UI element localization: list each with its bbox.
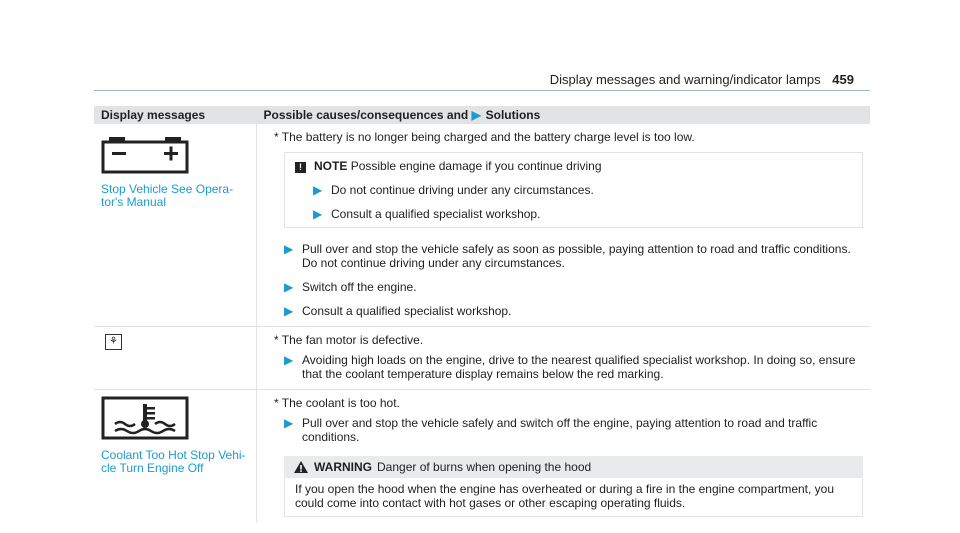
warning-label: WARNING [314,460,372,474]
message-line: cle Turn Engine Off [101,461,204,475]
solution-text: Pull over and stop the vehicle safely as soon as possible, paying attention to road and traffic conditions. Do not continue driving under any circumstances. [302,242,851,270]
col2-header [257,106,871,124]
note-label: NOTE [314,159,348,173]
display-message [101,449,249,475]
message-line: Stop Vehicle See Opera- [101,182,234,196]
col2-header-solutions: Solutions [485,108,541,122]
table-row [94,390,870,524]
table-row [94,327,870,390]
list-item [284,353,863,381]
cause-text: * The coolant is too hot. [274,396,400,410]
cooling-fan-icon: ⚘ [105,334,122,350]
warning-header [284,456,863,478]
solutions-cell [257,124,871,327]
list-item [313,207,852,221]
arrow-right-icon: ▶ [284,242,294,256]
note-box [284,152,863,228]
coolant-temperature-icon [101,396,189,440]
warning-triangle-icon [294,461,308,473]
warning-box [284,456,863,517]
list-item [284,280,863,294]
warning-text: If you open the hood when the engine has overheated or during a fire in the engine compartment, you could come into contact with hot gases or other escaping operating fluids. [284,478,863,517]
arrow-right-icon: ▶ [284,353,294,367]
arrow-right-icon: ▶ [284,416,294,430]
note-header [295,159,852,173]
warning-title: Danger of burns when opening the hood [377,460,592,474]
note-exclamation-icon: ! [295,162,306,173]
message-cell [94,124,257,327]
arrow-right-icon: ▶ [313,207,323,221]
solution-text: Consult a qualified specialist workshop. [331,207,541,221]
message-line: tor's Manual [101,195,166,209]
col1-header: Display messages [94,106,257,124]
solution-text: Pull over and stop the vehicle safely and switch off the engine, paying attention to road and traffic conditions. [302,416,818,444]
solution-text: Switch off the engine. [302,280,417,294]
solution-text: Do not continue driving under any circumstances. [331,183,594,197]
arrow-right-icon: ▶ [284,280,294,294]
list-item [284,416,863,444]
arrow-right-icon: ▶ [284,304,294,318]
header-title: Display messages and warning/indicator lamps [549,72,821,87]
page-number: 459 [832,72,854,87]
cause-text: * The fan motor is defective. [274,333,424,347]
solutions-cell [257,390,871,524]
solution-text: Consult a qualified specialist workshop. [302,304,512,318]
message-line: Coolant Too Hot Stop Vehi- [101,448,246,462]
list-item [284,242,863,270]
table-row [94,124,870,327]
arrow-right-icon: ▶ [471,108,481,122]
note-text: Possible engine damage if you continue driving [350,159,602,173]
display-message [101,183,249,209]
table-header-row [94,106,870,124]
col2-header-text: Possible causes/consequences and [263,108,469,122]
list-item [284,304,863,318]
message-cell [94,390,257,524]
message-cell [94,327,257,390]
arrow-right-icon: ▶ [313,183,323,197]
display-messages-table [94,106,870,523]
cause-text: * The battery is no longer being charged and the battery charge level is too low. [274,130,695,144]
list-item [313,183,852,197]
page-header [550,72,854,87]
solutions-cell [257,327,871,390]
solution-text: Avoiding high loads on the engine, drive to the nearest qualified specialist workshop. In doing so, ensure that the coolant temperature display remains below the red marking. [302,353,856,381]
battery-icon [101,130,189,174]
header-rule [94,90,870,91]
